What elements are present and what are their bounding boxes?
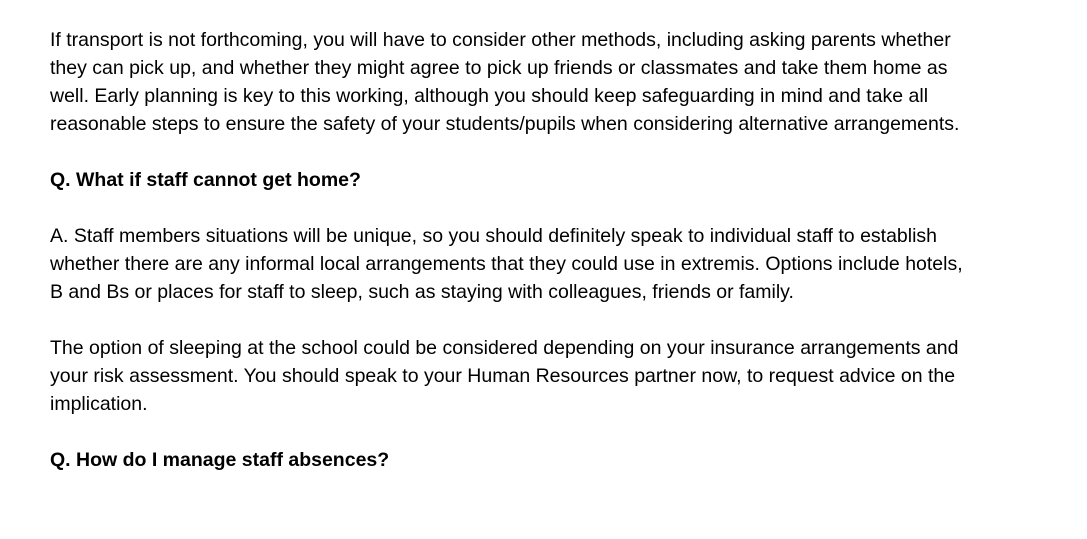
paragraph-transport [50, 26, 1060, 138]
text-line: If transport is not forthcoming, you will have to consider other methods, including asking parents whether [50, 29, 951, 51]
text-line: your risk assessment. You should speak to your Human Resources partner now, to request advice on the [50, 365, 956, 387]
paragraph-staff-situations [50, 222, 1060, 306]
text-line: reasonable steps to ensure the safety of your students/pupils when considering alternative arrangements. [50, 113, 960, 135]
paragraph-sleeping-option [50, 334, 1060, 418]
text-line: The option of sleeping at the school could be considered depending on your insurance arrangements and [50, 337, 959, 359]
document-page [50, 26, 1060, 502]
question-heading-staff-absences: Q. How do I manage staff absences? [50, 449, 390, 471]
text-line: B and Bs or places for staff to sleep, such as staying with colleagues, friends or family. [50, 281, 794, 303]
text-line: well. Early planning is key to this working, although you should keep safeguarding in mind and take all [50, 85, 929, 107]
text-line: they can pick up, and whether they might agree to pick up friends or classmates and take them home as [50, 57, 948, 79]
text-line: implication. [50, 393, 148, 415]
question-heading-staff-home: Q. What if staff cannot get home? [50, 169, 361, 191]
text-line: whether there are any informal local arrangements that they could use in extremis. Options include hotels, [50, 253, 963, 275]
text-line: A. Staff members situations will be unique, so you should definitely speak to individual staff to establish [50, 225, 938, 247]
